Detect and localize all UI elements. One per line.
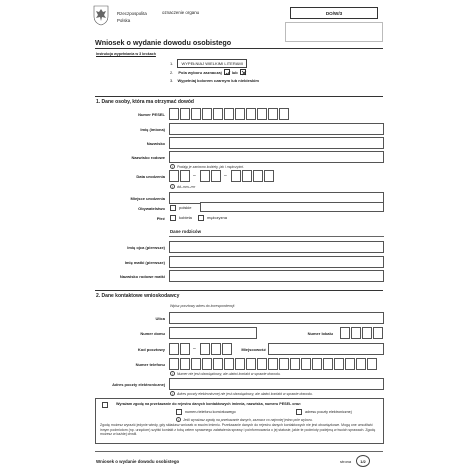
city-input[interactable]	[268, 343, 384, 355]
consent-email-label: adresu poczty elektronicznej	[305, 410, 352, 414]
citizenship-other-input[interactable]	[200, 202, 384, 212]
page-title: Wniosek o wydanie dowodu osobistego	[95, 38, 232, 47]
birth-month-input[interactable]	[200, 170, 222, 182]
instruction-step-3	[170, 78, 259, 83]
citizenship-label: Obywatelstwo	[138, 206, 165, 211]
citizenship-polish-label: polskie	[179, 205, 192, 210]
mother-name-label: Imię matki (pierwsze)	[124, 260, 165, 265]
section1-heading: 1. Dane osoby, która ma otrzymać dowód	[96, 99, 194, 105]
birth-date-label: Data urodzenia	[136, 174, 165, 179]
step1-number: 1.	[170, 61, 174, 66]
maiden-name-label: Nazwisko rodowe	[131, 155, 165, 160]
consent-email-checkbox[interactable]	[296, 409, 302, 415]
footer-title: Wniosek o wydanie dowodu osobistego	[96, 459, 180, 464]
instructions-heading: Instrukcja wypełniania w 3 krokach	[96, 52, 156, 56]
step3-text: Wypełniaj kolorem czarnym lub niebieskim	[177, 78, 259, 83]
authority-label: oznaczenie organu	[162, 10, 200, 15]
info-icon: i	[170, 164, 175, 169]
sex-male-label: mężczyzna	[207, 215, 228, 220]
house-number-label: Numer domu	[140, 331, 165, 336]
mother-maiden-input[interactable]	[169, 270, 384, 282]
birth-day-input[interactable]	[169, 170, 191, 182]
step2-or: lub	[231, 69, 238, 75]
email-label: Adres poczty elektronicznej	[112, 382, 165, 387]
flat-number-label: Numer lokalu	[307, 331, 333, 336]
email-input[interactable]	[169, 378, 384, 390]
page-number-badge	[356, 455, 370, 467]
parents-rule	[169, 236, 384, 237]
postcode-input-1[interactable]	[169, 343, 191, 355]
country-name	[117, 10, 147, 24]
flat-number-input[interactable]	[340, 327, 384, 339]
info-icon: i	[170, 371, 175, 376]
authority-stamp-field[interactable]	[285, 22, 383, 42]
section2-rule	[95, 290, 383, 291]
first-names-input[interactable]	[169, 123, 384, 135]
info-icon: i	[176, 417, 181, 422]
date-format-hint: i dd–mm–rrrr	[170, 184, 195, 189]
postcode-separator: –	[193, 346, 196, 352]
surname-input[interactable]	[169, 137, 384, 149]
instruction-step-2	[170, 69, 246, 75]
maiden-name-hint: i Podaję je zarówno kobiety, jak i mężczyźni.	[170, 164, 244, 169]
crossed-box-icon	[240, 69, 246, 75]
sex-female-label: kobieta	[179, 215, 192, 220]
mother-maiden-label: Nazwisko rodowe matki	[119, 274, 165, 279]
step1-text: WYPEŁNIAJ WIELKIMI LITERAMI	[177, 59, 246, 68]
consent-note: i Jeśli wyrażasz zgodę na przekazanie danych, zaznacz co najmniej jedno pole wyboru.	[176, 417, 313, 422]
form-code-box	[290, 7, 378, 19]
consent-phone-checkbox[interactable]	[176, 409, 182, 415]
consent-checkbox[interactable]	[102, 402, 108, 408]
consent-legal-text: Zgodę możesz wyrazić jedynie wtedy, gdy składasz wniosek w swoim imieniu. Przekazanie danych do rejestru danych kontaktowych nie jest obowiązkowe. Mogą one umożliwić innym podmiotom (np. urzędom) szybki kontakt z tobą celem sprawnego załatwienia sprawy i poinformowania o jej statusie, jakie te podmioty podejmą w twoich sprawach. Zgodę możesz w każdej chwili.	[100, 423, 376, 437]
info-icon: i	[170, 184, 175, 189]
date-separator-1: –	[193, 173, 196, 179]
citizenship-polish-checkbox[interactable]	[170, 205, 176, 211]
street-label: Ulica	[155, 316, 165, 321]
step2-text: Pola wyboru zaznaczaj	[178, 69, 222, 75]
consent-box	[95, 398, 384, 444]
father-name-label: Imię ojca (pierwsze)	[127, 245, 165, 250]
footer-page-label: strona	[340, 459, 352, 464]
address-hint: Wpisz pocztowy adres do korespondencji:	[170, 304, 236, 308]
parents-heading: Dane rodziców	[170, 229, 201, 234]
instruction-step-1	[170, 59, 247, 68]
pesel-input[interactable]	[169, 108, 290, 120]
first-names-label: Imię (imiona)	[140, 127, 165, 132]
postcode-label: Kod pocztowy	[137, 347, 165, 352]
consent-phone-label: numeru telefonu komórkowego	[185, 410, 236, 414]
step3-number: 3.	[170, 78, 174, 83]
section1-rule	[95, 96, 383, 97]
phone-input[interactable]	[169, 358, 378, 370]
maiden-name-input[interactable]	[169, 151, 384, 163]
page-number: 1/2	[360, 459, 366, 464]
info-icon: i	[170, 391, 175, 396]
phone-hint: i Numer nie jest obowiązkowy, ale ułatwi kontakt w sprawie dowodu.	[170, 371, 281, 376]
city-label: Miejscowość	[241, 347, 266, 352]
country-line2: Polska	[117, 18, 131, 23]
state-emblem-icon	[92, 4, 110, 26]
pesel-label: Numer PESEL	[138, 112, 165, 117]
email-hint: i Adres poczty elektronicznej nie jest obowiązkowy, ale ułatwi kontakt w sprawie dowodu.	[170, 391, 313, 396]
street-input[interactable]	[169, 312, 384, 324]
father-name-input[interactable]	[169, 241, 384, 253]
phone-label: Numer telefonu	[135, 362, 165, 367]
form-code: DO/W/3	[325, 11, 343, 16]
house-number-input[interactable]	[169, 327, 257, 339]
sex-female-checkbox[interactable]	[170, 215, 176, 221]
checked-box-icon	[224, 69, 230, 75]
section2-heading: 2. Dane kontaktowe wnioskodawcy	[96, 293, 180, 299]
surname-label: Nazwisko	[146, 141, 165, 146]
date-separator-2: –	[224, 173, 227, 179]
sex-label: Płeć	[156, 216, 165, 221]
consent-text: Wyrażam zgodę na przekazanie do rejestru danych kontaktowych imienia, nazwiska, numeru PESEL oraz:	[116, 402, 302, 406]
footer-rule	[95, 451, 383, 452]
title-rule	[95, 48, 383, 49]
country-line1: Rzeczpospolita	[117, 11, 147, 16]
birth-place-label: Miejsce urodzenia	[130, 196, 165, 201]
mother-name-input[interactable]	[169, 256, 384, 268]
birth-year-input[interactable]	[231, 170, 275, 182]
sex-male-checkbox[interactable]	[198, 215, 204, 221]
step2-number: 2.	[170, 69, 174, 75]
